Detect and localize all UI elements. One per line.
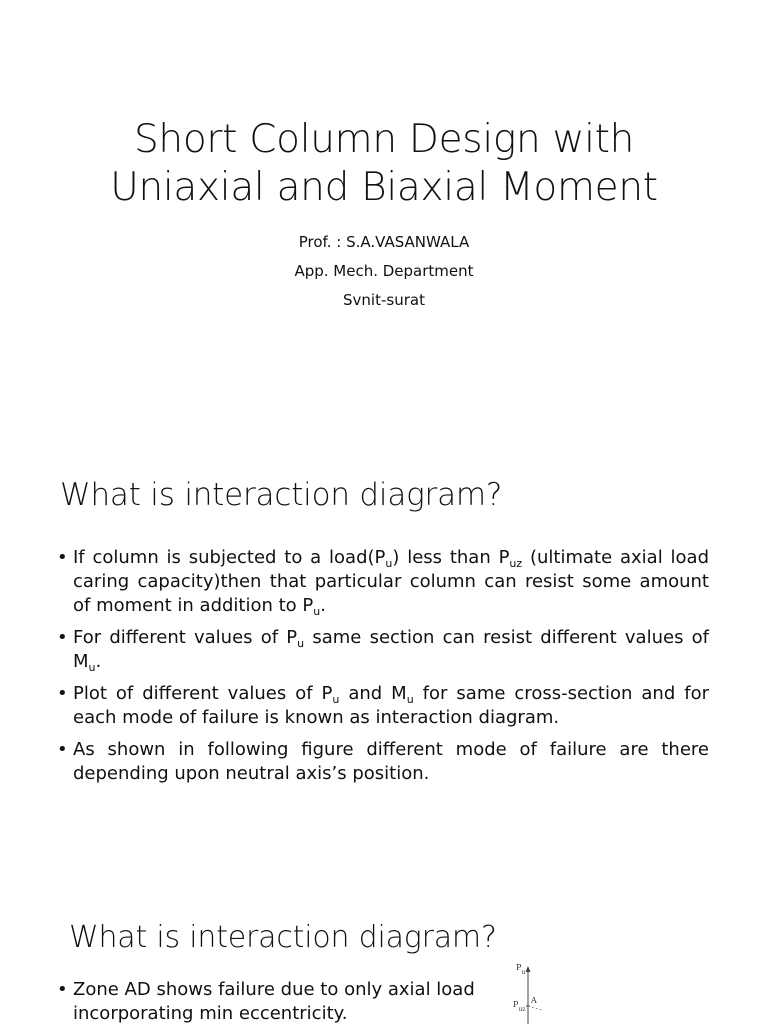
subscript: u [332, 693, 340, 706]
bullet-text: . [320, 595, 326, 616]
point-a-label: A [531, 996, 537, 1005]
bullet-text: ) less than P [392, 547, 510, 568]
content-slide-1 [0, 440, 768, 910]
subscript: u [406, 693, 414, 706]
interaction-diagram-figure [512, 964, 722, 1024]
subscript: uz [509, 557, 523, 570]
bullet-text: . [95, 651, 102, 672]
puz-label: $P_{uz}$ [513, 1000, 526, 1013]
bullet-text: For different values of P [73, 627, 298, 648]
subscript: u [297, 637, 305, 650]
subscript: u [313, 605, 321, 618]
bullet-text: for same cross-section and for each mode of failure is known as interaction diagram. [73, 683, 709, 728]
department-name: App. Mech. Department [294, 262, 474, 280]
presentation-title [0, 116, 768, 212]
subtitle-block [0, 228, 768, 315]
title-slide [0, 0, 768, 440]
bullet-text: and M [339, 683, 407, 704]
institute-name: Svnit-surat [343, 291, 425, 309]
bullet-item [57, 626, 709, 674]
bullet-list [57, 546, 709, 794]
title-line-2: Uniaxial and Biaxial Moment [110, 165, 658, 210]
subscript: u [385, 557, 393, 570]
slide-heading: What is interaction diagram? [69, 920, 497, 955]
slide-heading: What is interaction diagram? [60, 477, 503, 513]
content-slide-2 [0, 910, 768, 1024]
author-name: Prof. : S.A.VASANWALA [298, 233, 470, 251]
title-line-1: Short Column Design with [133, 117, 635, 162]
bullet-text: If column is subjected to a load(P [73, 547, 386, 568]
axis-label: $P_u$ [516, 963, 526, 976]
bullet-item [57, 546, 709, 618]
bullet-item [57, 738, 709, 786]
axis-arrow-icon [526, 966, 531, 972]
load-line [528, 1006, 542, 1010]
subscript: u [88, 661, 96, 674]
interaction-diagram-axes [512, 964, 722, 1024]
bullet-list [57, 978, 497, 1024]
bullet-item [57, 682, 709, 730]
bullet-text: Plot of different values of P [73, 683, 333, 704]
bullet-text: (ultimate axial load caring capacity)then that particular column can resist some amount of moment in addition to P [73, 547, 709, 616]
bullet-item: • Zone AD shows failure due to only axial load incorporating min eccentricity. [57, 978, 497, 1024]
bullet-text: same section can resist different values of M [73, 627, 709, 672]
bullet-text: As shown in following figure different mode of failure are there depending upon neutral axis’s position. [73, 739, 709, 784]
